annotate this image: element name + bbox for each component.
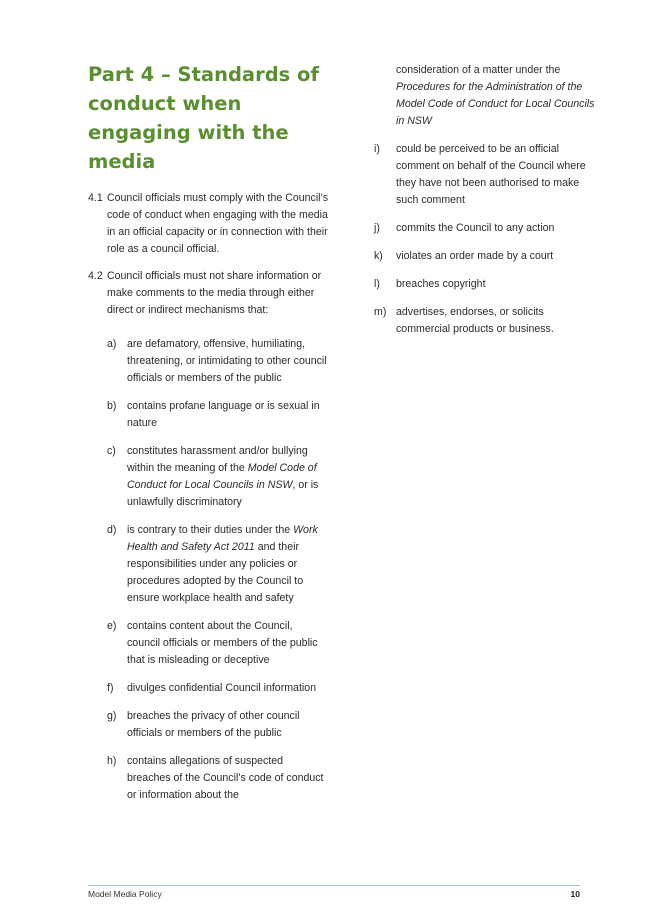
list-label: k) xyxy=(374,250,383,262)
section-heading xyxy=(88,60,338,176)
list-item-j xyxy=(374,220,599,237)
list-text: breaches the privacy of other council officials or members of the public xyxy=(127,710,300,739)
legislation-title: Procedures for the Administration of the Model Code of Conduct for Local Councils in NSW xyxy=(396,81,595,127)
legislation-title: Work Health and Safety Act 2011 xyxy=(127,524,318,553)
list-text: could be perceived to be an official comment on behalf of the Council where they have not been authorised to make such comment xyxy=(396,143,586,206)
heading-line: media xyxy=(88,150,156,173)
list-item-f xyxy=(107,680,328,697)
list-label: j) xyxy=(374,222,380,234)
list-label: g) xyxy=(107,710,117,722)
list-item-g xyxy=(107,708,328,742)
legislation-title: Model Code of Conduct for Local Councils in NSW xyxy=(127,462,317,491)
list-label: l) xyxy=(374,278,380,290)
clause-number: 4.2 xyxy=(88,270,103,282)
list-text-part: , or is unlawfully discriminatory xyxy=(127,479,319,508)
list-label: f) xyxy=(107,682,114,694)
list-text: contains allegations of suspected breaches of the Council’s code of conduct or information about the xyxy=(127,755,324,801)
list-text: violates an order made by a court xyxy=(396,250,554,262)
list-item-e xyxy=(107,618,328,669)
list-label: c) xyxy=(107,445,116,457)
list-label: d) xyxy=(107,524,117,536)
clause-4-1 xyxy=(88,190,328,258)
heading-line: conduct when xyxy=(88,92,242,115)
list-text-part: constitutes harassment and/or bullying within the meaning of the xyxy=(127,445,308,474)
list-text: advertises, endorses, or solicits commercial products or business. xyxy=(396,306,554,335)
list-label: a) xyxy=(107,338,117,350)
page-number: 10 xyxy=(570,889,580,899)
list-item-l xyxy=(374,276,599,293)
list-text: commits the Council to any action xyxy=(396,222,555,234)
clause-4-2 xyxy=(88,268,328,319)
list-text xyxy=(127,443,328,511)
clause-text: Council officials must comply with the Council’s code of conduct when engaging with the media in an official capacity or in connection with their role as a council official. xyxy=(107,192,328,255)
clause-number: 4.1 xyxy=(88,192,103,204)
list-item-d xyxy=(107,522,328,607)
list-item-k xyxy=(374,248,599,265)
list-item-b xyxy=(107,398,328,432)
heading-line: engaging with the xyxy=(88,121,289,144)
list-text-part: and their responsibilities under any policies or procedures adopted by the Council to ensure workplace health and safety xyxy=(127,541,304,604)
list-label: e) xyxy=(107,620,117,632)
list-label: b) xyxy=(107,400,117,412)
list-text: are defamatory, offensive, humiliating, threatening, or intimidating to other council officials or members of the public xyxy=(127,338,327,384)
list-text: breaches copyright xyxy=(396,278,486,290)
list-label: h) xyxy=(107,755,117,767)
list-item-a xyxy=(107,336,328,387)
clause-text: Council officials must not share information or make comments to the media through either direct or indirect mechanisms that: xyxy=(107,270,322,316)
list-text-part: consideration of a matter under the xyxy=(396,64,561,76)
list-text xyxy=(127,522,328,607)
list-text: contains content about the Council, council officials or members of the public that is misleading or deceptive xyxy=(127,620,318,666)
list-label: m) xyxy=(374,306,387,318)
left-column xyxy=(88,190,328,815)
list-text: divulges confidential Council information xyxy=(127,682,317,694)
list-text-part: is contrary to their duties under the xyxy=(127,524,294,536)
footer-divider xyxy=(88,885,580,886)
list-label: i) xyxy=(374,143,380,155)
footer-document-title: Model Media Policy xyxy=(88,889,162,899)
list-item-h xyxy=(107,753,328,804)
list-item-m xyxy=(374,304,599,338)
list-item-h-continued xyxy=(396,62,599,130)
list-text: contains profane language or is sexual in nature xyxy=(127,400,320,429)
list-item-c xyxy=(107,443,328,511)
right-column xyxy=(374,62,599,349)
heading-line: Part 4 – Standards of xyxy=(88,63,319,86)
list-item-i xyxy=(374,141,599,209)
